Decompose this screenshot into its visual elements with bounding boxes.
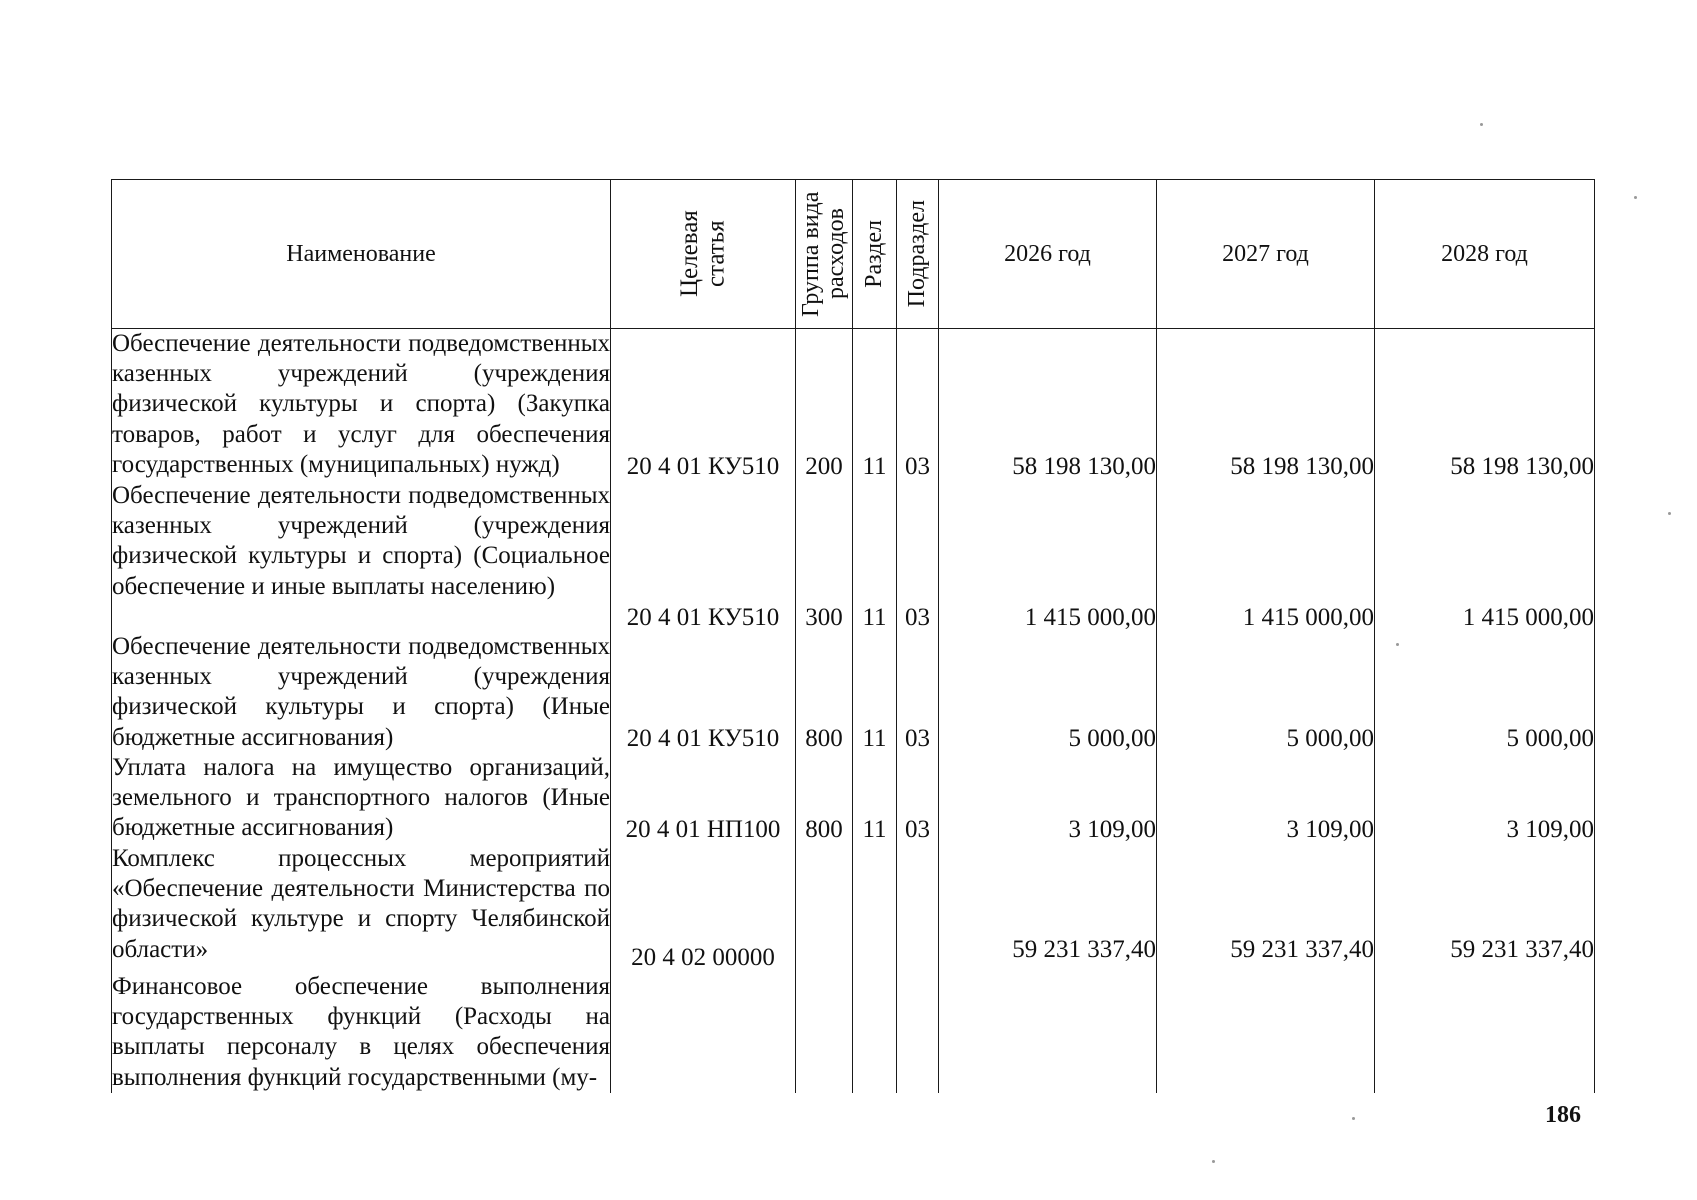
header-2026: 2026 год — [939, 180, 1157, 329]
row-amount-2028: 1 415 000,00 — [1375, 481, 1595, 632]
row-amount-2026: 1 415 000,00 — [939, 481, 1157, 632]
row-target-code: 20 4 01 КУ510 — [611, 329, 796, 482]
row-name: Финансовое обеспечение выполнения государственных функций (Расходы на выплаты персоналу в целях обеспечения выполнения функций государственными (му- — [112, 972, 611, 1093]
row-target-code: 20 4 01 НП100 — [611, 753, 796, 844]
row-amount-2028 — [1375, 972, 1595, 1093]
row-amount-2027: 3 109,00 — [1157, 753, 1375, 844]
table-row — [112, 844, 1595, 972]
row-name: Обеспечение деятельности подведомственных казенных учреждений (учреждения физической культуры и спорта) (Закупка товаров, работ и услуг для обеспечения государственных (муниципальных) нужд) — [112, 329, 611, 482]
page-number: 186 — [1545, 1102, 1581, 1128]
row-expense-group: 800 — [796, 753, 853, 844]
row-section: 11 — [853, 753, 897, 844]
row-amount-2028: 58 198 130,00 — [1375, 329, 1595, 482]
row-amount-2028: 59 231 337,40 — [1375, 844, 1595, 972]
row-name: Обеспечение деятельности подведомственных казенных учреждений (учреждения физической культуры и спорта) (Иные бюджетные ассигнования) — [112, 632, 611, 753]
row-subsection: 03 — [897, 329, 939, 482]
row-amount-2028: 5 000,00 — [1375, 632, 1595, 753]
row-section: 11 — [853, 329, 897, 482]
row-amount-2026 — [939, 972, 1157, 1093]
row-name: Комплекс процессных мероприятий «Обеспечение деятельности Министерства по физической культуре и спорту Челябинской области» — [112, 844, 611, 972]
row-amount-2026: 58 198 130,00 — [939, 329, 1157, 482]
row-subsection — [897, 972, 939, 1093]
scan-speck — [1352, 1117, 1355, 1120]
table-row — [112, 632, 1595, 753]
header-name: Наименование — [112, 180, 611, 329]
row-expense-group — [796, 844, 853, 972]
row-target-code: 20 4 01 КУ510 — [611, 481, 796, 632]
row-amount-2026: 3 109,00 — [939, 753, 1157, 844]
row-target-code: 20 4 01 КУ510 — [611, 632, 796, 753]
header-subsection: Подраздел — [897, 180, 939, 329]
row-target-code — [611, 972, 796, 1093]
row-section: 11 — [853, 481, 897, 632]
row-target-code: 20 4 02 00000 — [611, 844, 796, 972]
budget-table-container — [111, 179, 1594, 1091]
row-amount-2027: 58 198 130,00 — [1157, 329, 1375, 482]
row-name: Уплата налога на имущество организаций, земельного и транспортного налогов (Иные бюджетные ассигнования) — [112, 753, 611, 844]
row-subsection — [897, 844, 939, 972]
row-expense-group — [796, 972, 853, 1093]
row-amount-2027: 59 231 337,40 — [1157, 844, 1375, 972]
scan-speck — [1212, 1160, 1215, 1163]
row-section — [853, 972, 897, 1093]
table-row — [112, 329, 1595, 482]
row-amount-2028: 3 109,00 — [1375, 753, 1595, 844]
row-subsection: 03 — [897, 481, 939, 632]
header-2027: 2027 год — [1157, 180, 1375, 329]
table-row — [112, 972, 1595, 1093]
row-expense-group: 200 — [796, 329, 853, 482]
row-section: 11 — [853, 632, 897, 753]
table-row — [112, 481, 1595, 632]
row-amount-2026: 5 000,00 — [939, 632, 1157, 753]
row-section — [853, 844, 897, 972]
header-2028: 2028 год — [1375, 180, 1595, 329]
table-row — [112, 753, 1595, 844]
header-target-article: Целевая статья — [611, 180, 796, 329]
scan-speck — [1396, 643, 1399, 646]
row-amount-2027: 1 415 000,00 — [1157, 481, 1375, 632]
row-amount-2027: 5 000,00 — [1157, 632, 1375, 753]
row-name: Обеспечение деятельности подведомственных казенных учреждений (учреждения физической культуры и спорта) (Социальное обеспечение и иные выплаты населению) — [112, 481, 611, 632]
row-amount-2027 — [1157, 972, 1375, 1093]
row-subsection: 03 — [897, 753, 939, 844]
scan-speck — [1480, 123, 1483, 126]
header-section: Раздел — [853, 180, 897, 329]
header-row — [112, 180, 1595, 329]
header-expense-group: Группа вида расходов — [796, 180, 853, 329]
row-expense-group: 300 — [796, 481, 853, 632]
scan-speck — [1668, 512, 1671, 515]
row-amount-2026: 59 231 337,40 — [939, 844, 1157, 972]
budget-table — [111, 179, 1595, 1093]
row-subsection: 03 — [897, 632, 939, 753]
row-expense-group: 800 — [796, 632, 853, 753]
scan-speck — [1634, 196, 1637, 199]
